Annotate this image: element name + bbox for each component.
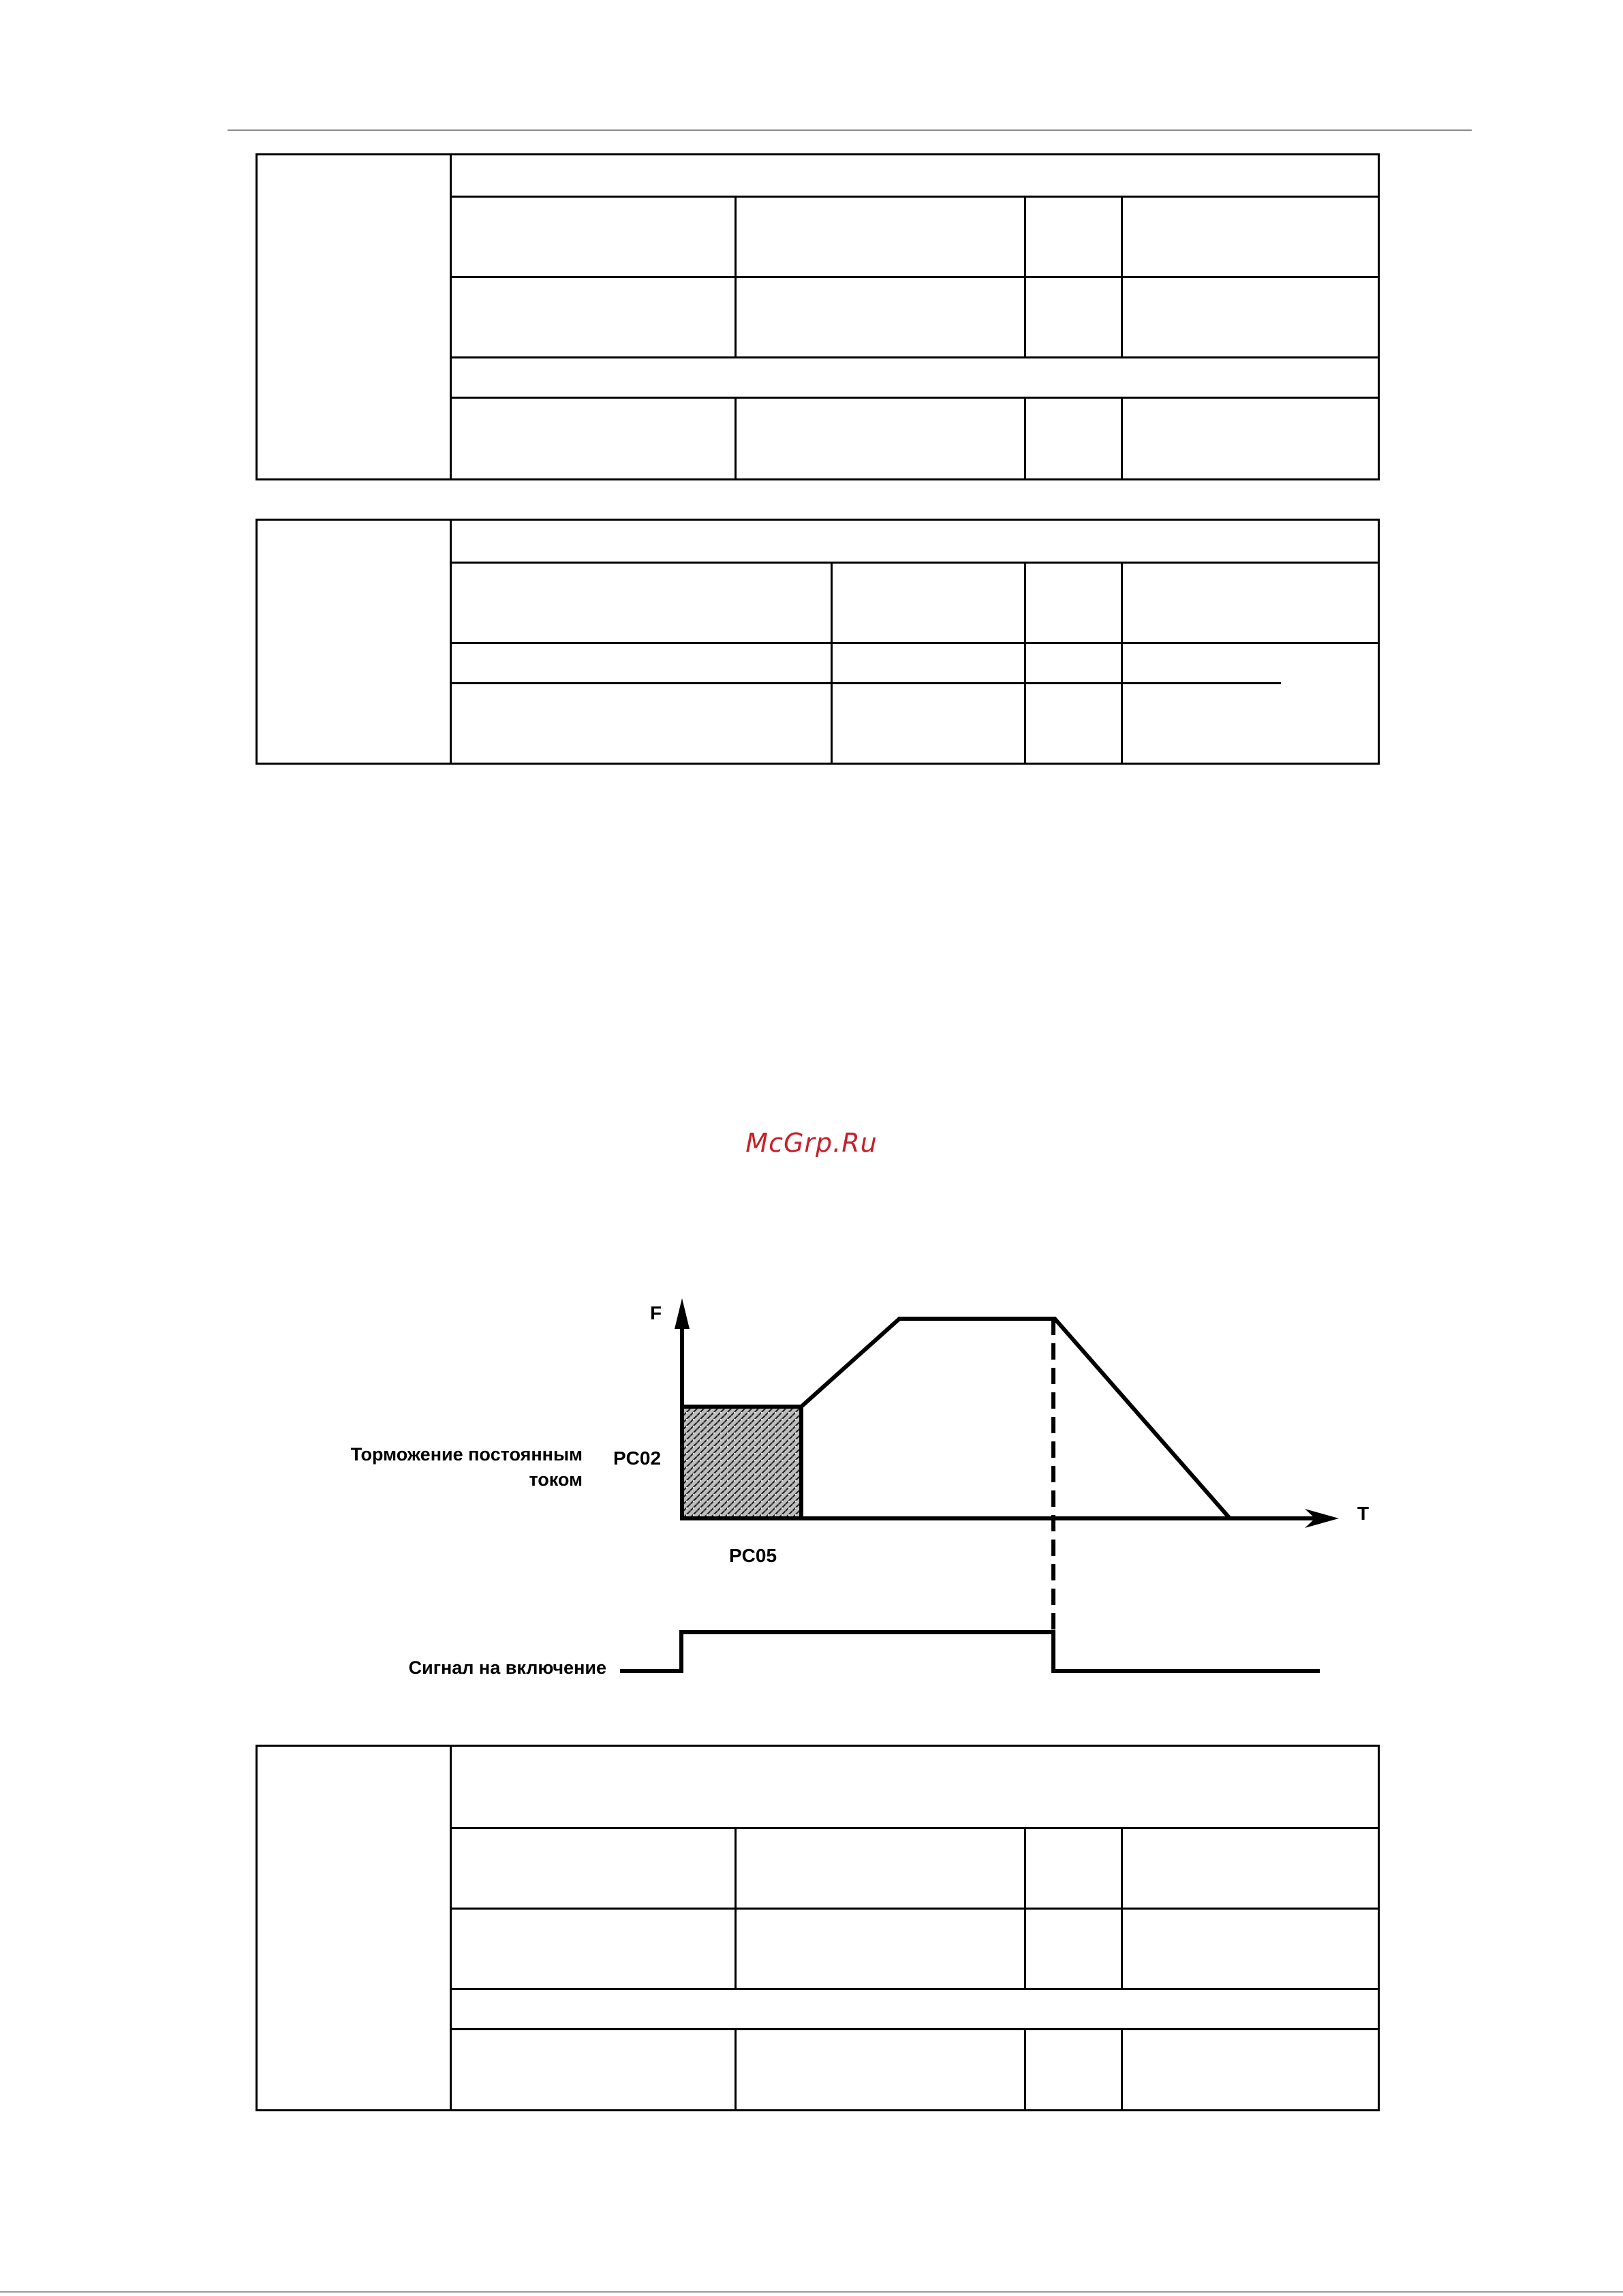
frequency-axis-arrow (675, 1298, 690, 1329)
axis-t-label: T (1357, 1503, 1370, 1524)
watermark-text: McGrp.Ru (745, 1128, 878, 1158)
parameter-table-3 (256, 1745, 1380, 2111)
pc05-label: PC05 (729, 1545, 777, 1566)
axis-f-label: F (650, 1302, 662, 1323)
dc-braking-area (682, 1407, 801, 1518)
run-signal-label: Сигнал на включение (408, 1657, 606, 1678)
footer-rule (0, 2291, 1623, 2293)
dc-brake-label-line2: током (529, 1469, 583, 1490)
run-signal-line (620, 1632, 1320, 1671)
frequency-profile (801, 1319, 1230, 1518)
pc02-label: PC02 (613, 1448, 662, 1469)
dc-brake-label-line1: Торможение постоянным (350, 1444, 583, 1465)
